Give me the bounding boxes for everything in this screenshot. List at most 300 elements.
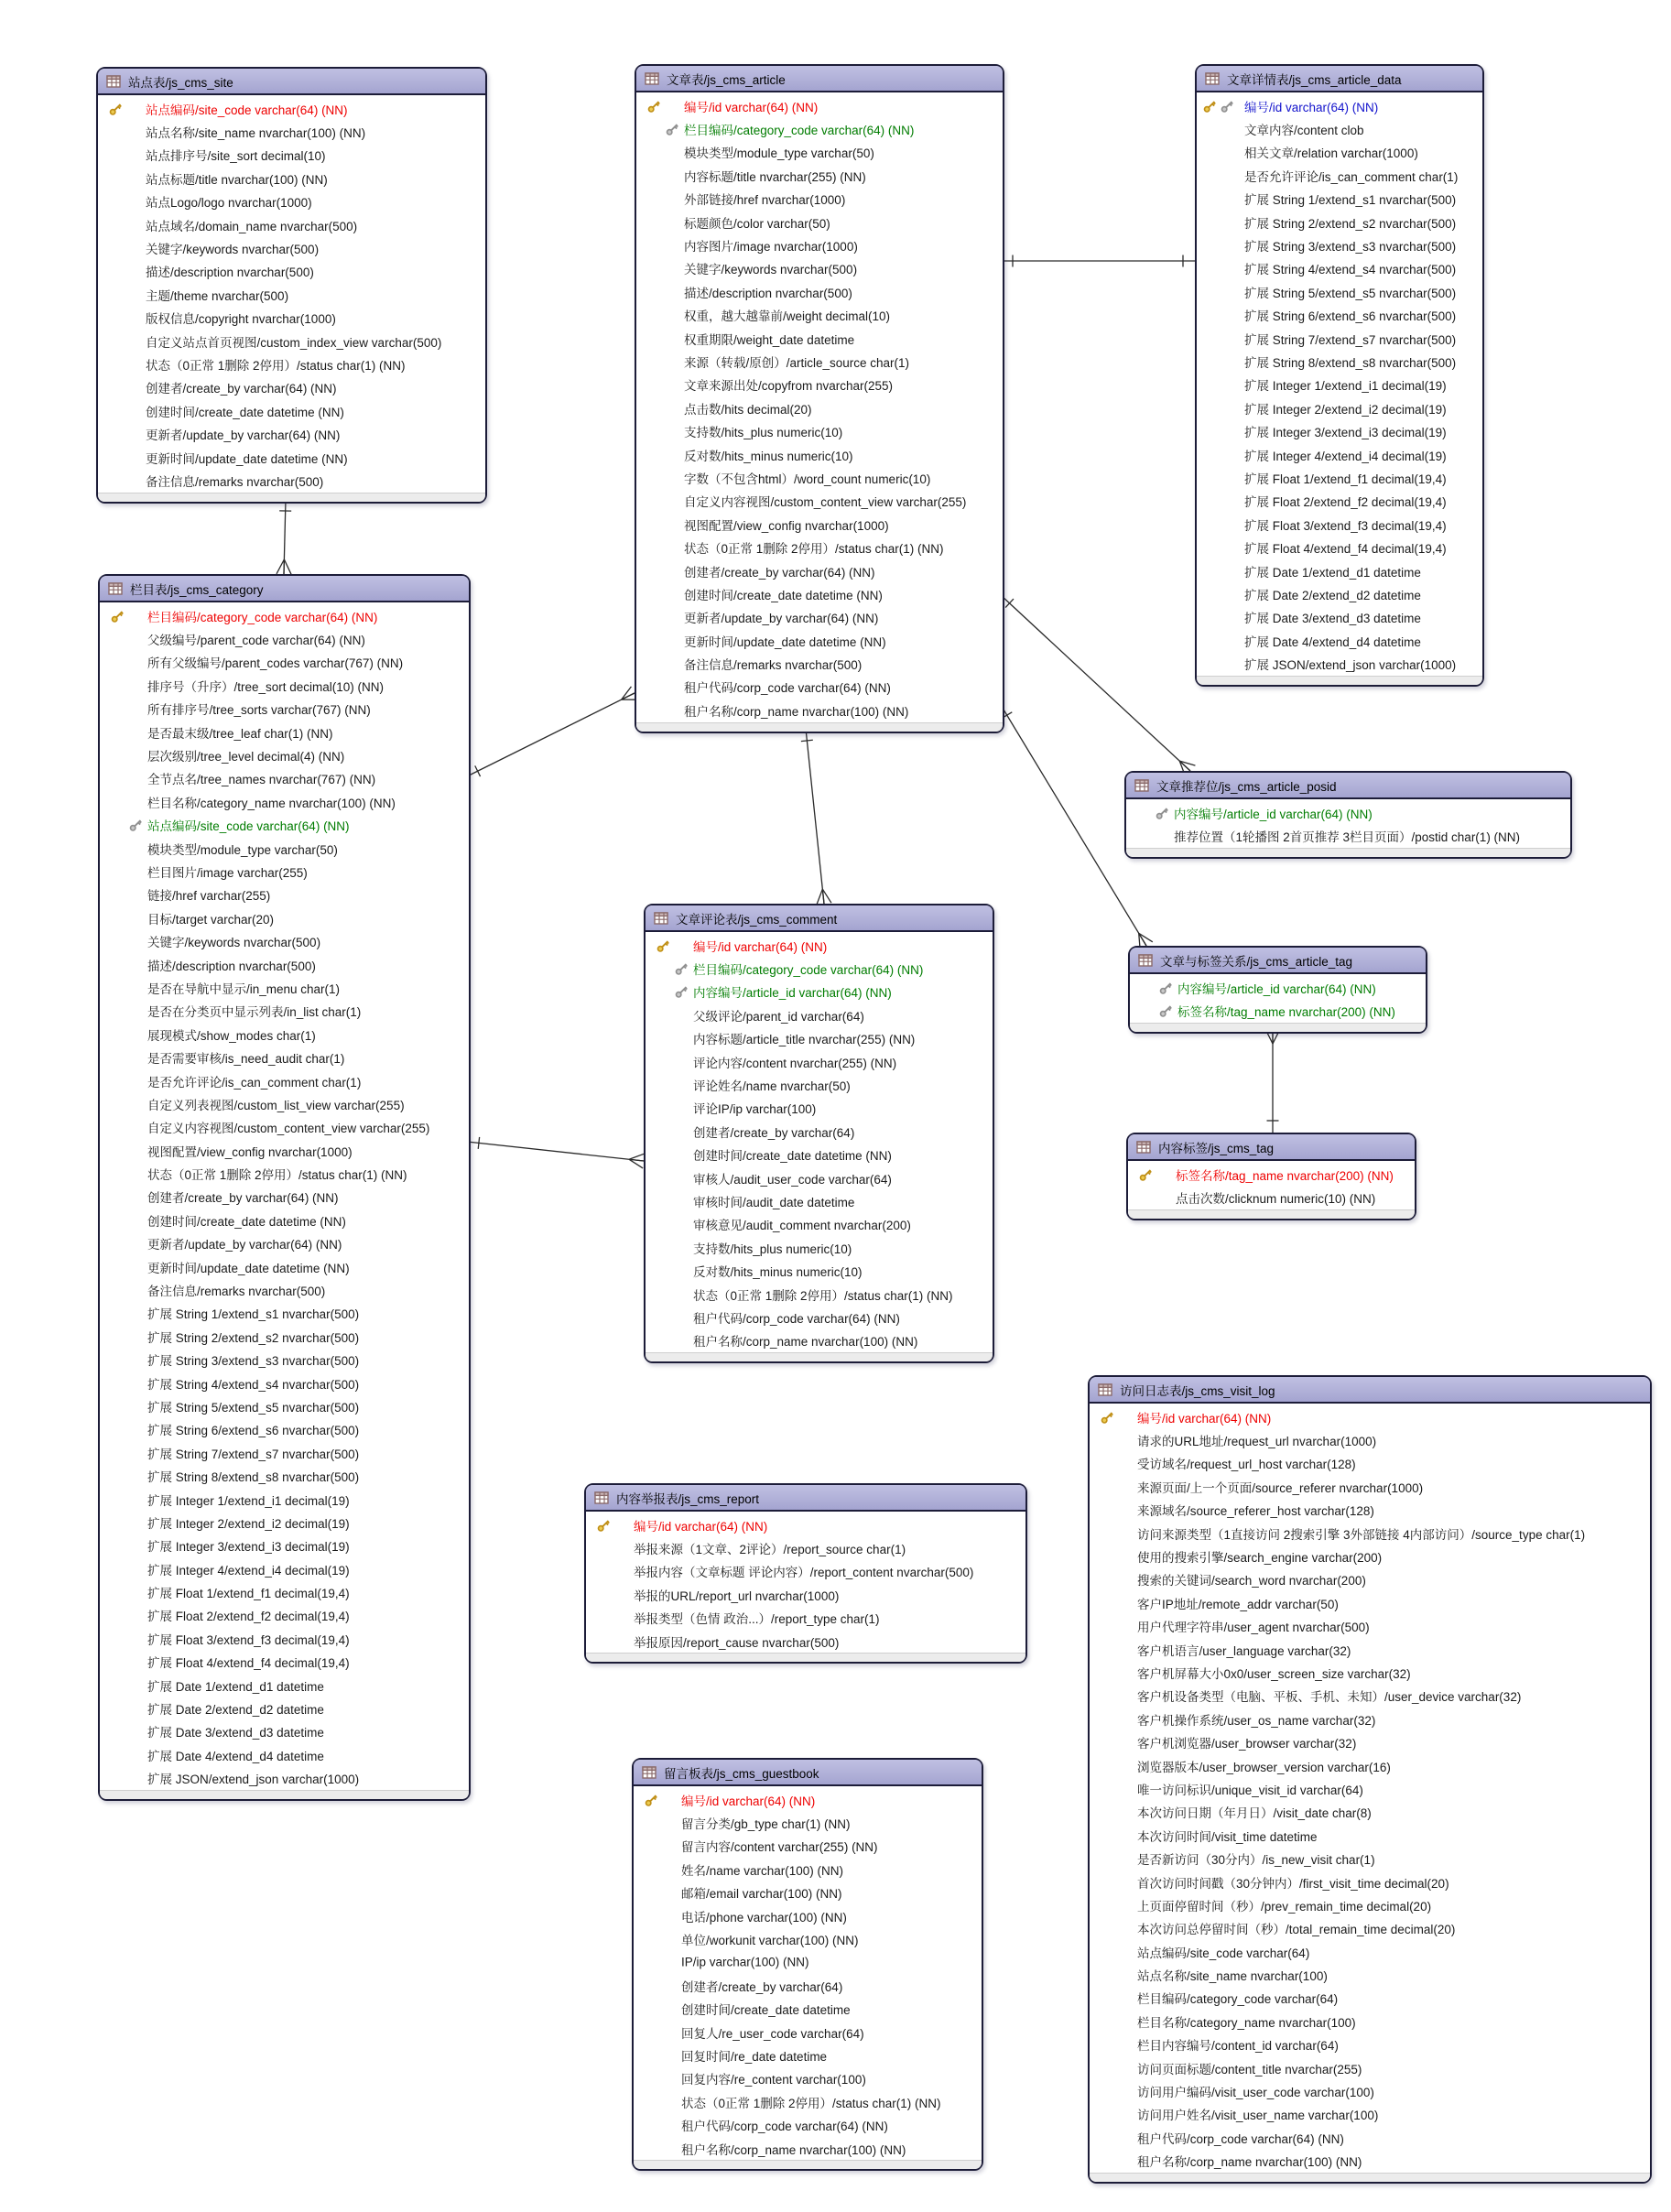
field-label: 扩展 Date 2/extend_d2 datetime: [147, 1703, 324, 1718]
field-row: [100, 1557, 469, 1580]
field-row: [100, 1116, 469, 1139]
table-header[interactable]: [636, 66, 1003, 92]
field-label: 访问页面标题/content_title nvarchar(255): [1137, 2062, 1362, 2076]
field-row: [1197, 582, 1482, 605]
field-label: 扩展 Date 3/extend_d3 datetime: [147, 1726, 324, 1740]
primary-key-icon: [108, 101, 124, 116]
field-row: [1090, 1917, 1650, 1940]
field-row: [1090, 1777, 1650, 1800]
field-label: 版权信息/copyright nvarchar(1000): [146, 312, 336, 327]
table-footer-strip: [634, 2160, 982, 2169]
primary-key-icon: [1100, 1409, 1115, 1425]
field-row: [634, 1881, 982, 1904]
field-row: [634, 1858, 982, 1881]
field-row: [636, 257, 1003, 280]
field-row: [586, 1607, 1025, 1630]
field-row: [1090, 1870, 1650, 1893]
table-field-list: [1126, 799, 1570, 848]
table-footer-strip: [646, 1352, 993, 1361]
field-row: [100, 1488, 469, 1511]
table-field-list: [100, 602, 469, 1790]
table-footer-strip: [1130, 1023, 1426, 1032]
table-footer-strip: [98, 493, 485, 502]
table-icon: [106, 75, 121, 88]
table-title: 栏目表/js_cms_category: [130, 582, 264, 597]
field-label: 描述/description nvarchar(500): [147, 959, 316, 973]
field-row: [1090, 1987, 1650, 2010]
field-label: 更新者/update_by varchar(64) (NN): [684, 612, 879, 626]
table-footer-strip: [1128, 1209, 1415, 1219]
field-row: [1197, 652, 1482, 675]
field-row: [100, 604, 469, 627]
field-row: [100, 1674, 469, 1697]
field-label: 举报来源（1文章、2评论）/report_source char(1): [634, 1543, 906, 1557]
field-label: 回复内容/re_content varchar(100): [681, 2073, 866, 2087]
field-row: [100, 627, 469, 650]
field-label: 标签名称/tag_name nvarchar(200) (NN): [1177, 1005, 1395, 1020]
field-label: 状态（0正常 1删除 2停用）/status char(1) (NN): [693, 1288, 953, 1303]
field-label: 客户机屏幕大小0x0/user_screen_size varchar(32): [1137, 1666, 1411, 1681]
field-row: [634, 1951, 982, 1974]
field-label: 是否允许评论/is_can_comment char(1): [147, 1075, 362, 1090]
table-js_cms_article[interactable]: [635, 64, 1004, 733]
table-js_cms_report[interactable]: [584, 1483, 1027, 1664]
field-row: [100, 1767, 469, 1790]
table-header[interactable]: [98, 69, 485, 95]
table-header[interactable]: [1090, 1377, 1650, 1404]
field-label: 状态（0正常 1删除 2停用）/status char(1) (NN): [684, 542, 944, 557]
table-icon: [594, 1491, 609, 1504]
field-label: 栏目编码/category_code varchar(64) (NN): [693, 963, 924, 978]
field-label: 更新时间/update_date datetime (NN): [147, 1261, 350, 1275]
field-label: 站点域名/domain_name nvarchar(500): [146, 219, 358, 233]
table-title: 文章表/js_cms_article: [667, 72, 786, 87]
foreign-key-icon: [1158, 980, 1174, 995]
foreign-key-icon: [665, 122, 680, 137]
field-label: 受访域名/request_url_host varchar(128): [1137, 1458, 1356, 1472]
field-row: [100, 1209, 469, 1231]
field-label: 父级评论/parent_id varchar(64): [693, 1009, 864, 1024]
field-label: 扩展 Float 4/extend_f4 decimal(19,4): [147, 1656, 350, 1671]
field-label: 举报的URL/report_url nvarchar(1000): [634, 1589, 840, 1603]
field-row: [646, 957, 993, 980]
field-label: 唯一访问标识/unique_visit_id varchar(64): [1137, 1783, 1363, 1797]
field-row: [98, 422, 485, 445]
table-field-list: [636, 92, 1003, 722]
field-row: [1090, 1893, 1650, 1916]
field-label: 站点标题/title nvarchar(100) (NN): [146, 172, 328, 187]
field-label: 扩展 Integer 2/extend_i2 decimal(19): [147, 1516, 350, 1531]
table-header[interactable]: [646, 905, 993, 932]
field-label: 扩展 String 2/extend_s2 nvarchar(500): [147, 1330, 360, 1345]
field-label: 审核意见/audit_comment nvarchar(200): [693, 1219, 911, 1233]
field-label: 扩展 String 4/extend_s4 nvarchar(500): [1244, 263, 1457, 277]
field-row: [634, 2067, 982, 2090]
field-label: 是否在导航中显示/in_menu char(1): [147, 981, 341, 996]
field-label: 扩展 String 1/extend_s1 nvarchar(500): [1244, 193, 1457, 208]
field-row: [586, 1513, 1025, 1536]
field-label: 举报原因/report_cause nvarchar(500): [634, 1635, 840, 1650]
field-row: [1197, 419, 1482, 442]
field-label: 是否允许评论/is_can_comment char(1): [1244, 169, 1459, 184]
table-icon: [645, 72, 659, 85]
field-label: 扩展 Date 1/extend_d1 datetime: [1244, 565, 1421, 580]
field-label: 编号/id varchar(64) (NN): [1137, 1411, 1272, 1426]
table-title: 站点表/js_cms_site: [128, 75, 233, 90]
field-row: [646, 1003, 993, 1026]
table-header[interactable]: [1128, 1134, 1415, 1161]
field-label: 扩展 Float 1/extend_f1 decimal(19,4): [1244, 472, 1447, 486]
field-row: [100, 1162, 469, 1185]
field-row: [636, 164, 1003, 187]
field-label: 外部链接/href nvarchar(1000): [684, 193, 846, 208]
field-label: 编号/id varchar(64) (NN): [634, 1519, 768, 1534]
foreign-key-icon: [1155, 805, 1170, 820]
field-row: [98, 399, 485, 422]
field-label: 反对数/hits_minus numeric(10): [693, 1265, 863, 1280]
field-label: 描述/description nvarchar(500): [146, 266, 314, 280]
table-field-list: [1197, 92, 1482, 676]
field-row: [1090, 2056, 1650, 2079]
table-field-list: [634, 1786, 982, 2160]
field-row: [634, 1927, 982, 1950]
field-label: 全节点名/tree_names nvarchar(767) (NN): [147, 773, 376, 787]
field-label: 关键字/keywords nvarchar(500): [684, 263, 858, 277]
field-row: [100, 1511, 469, 1534]
table-header[interactable]: [1130, 948, 1426, 974]
field-row: [1090, 1591, 1650, 1614]
field-label: 客户机设备类型（电脑、平板、手机、未知）/user_device varchar(32): [1137, 1690, 1522, 1705]
field-label: 扩展 String 4/extend_s4 nvarchar(500): [147, 1377, 360, 1392]
field-label: 状态（0正常 1删除 2停用）/status char(1) (NN): [147, 1168, 407, 1183]
field-row: [634, 1835, 982, 1858]
field-row: [1090, 1638, 1650, 1661]
table-title: 留言板表/js_cms_guestbook: [664, 1766, 819, 1781]
primary-key-icon: [1202, 98, 1218, 114]
field-row: [634, 1811, 982, 1834]
field-row: [1090, 1801, 1650, 1824]
table-js_cms_article_tag[interactable]: [1128, 946, 1427, 1034]
table-icon: [1134, 779, 1149, 792]
field-row: [1197, 536, 1482, 558]
field-label: 姓名/name varchar(100) (NN): [681, 1863, 844, 1878]
field-label: 扩展 Integer 2/extend_i2 decimal(19): [1244, 402, 1447, 417]
field-label: 站点编码/site_code varchar(64) (NN): [147, 819, 350, 834]
foreign-key-icon: [1220, 98, 1235, 114]
field-row: [98, 167, 485, 190]
field-label: 创建者/create_by varchar(64): [693, 1125, 855, 1140]
field-row: [100, 674, 469, 697]
field-row: [636, 606, 1003, 629]
field-row: [1090, 2126, 1650, 2149]
field-row: [100, 1349, 469, 1372]
table-title: 内容标签/js_cms_tag: [1158, 1141, 1275, 1155]
field-row: [98, 469, 485, 492]
field-row: [100, 814, 469, 837]
field-row: [1090, 1940, 1650, 1963]
field-row: [100, 929, 469, 952]
field-label: 权重期限/weight_date datetime: [684, 332, 855, 347]
field-row: [634, 2021, 982, 2044]
field-label: 父级编号/parent_code varchar(64) (NN): [147, 634, 365, 648]
field-row: [100, 1743, 469, 1766]
field-row: [634, 1998, 982, 2021]
field-row: [1090, 1545, 1650, 1567]
field-label: 所有父级编号/parent_codes varchar(767) (NN): [147, 656, 404, 671]
field-label: IP/ip varchar(100) (NN): [681, 1955, 809, 1969]
field-row: [1126, 801, 1570, 824]
relationship-line: [478, 1137, 479, 1149]
field-row: [1197, 396, 1482, 419]
field-row: [646, 1329, 993, 1352]
table-title: 文章评论表/js_cms_comment: [676, 912, 838, 927]
table-title: 文章详情表/js_cms_article_data: [1227, 72, 1402, 87]
field-row: [100, 1418, 469, 1441]
field-label: 租户名称/corp_name nvarchar(100) (NN): [681, 2142, 906, 2157]
field-row: [100, 743, 469, 766]
field-row: [1130, 976, 1426, 999]
field-label: 扩展 Integer 3/extend_i3 decimal(19): [1244, 426, 1447, 440]
field-row: [1090, 2103, 1650, 2126]
field-row: [1090, 1568, 1650, 1591]
table-footer-strip: [1197, 676, 1482, 685]
field-row: [1090, 1730, 1650, 1753]
field-row: [1197, 304, 1482, 327]
field-row: [1197, 327, 1482, 350]
field-label: 扩展 String 8/extend_s8 nvarchar(500): [147, 1470, 360, 1485]
relationship-line: [284, 559, 291, 574]
field-row: [98, 376, 485, 399]
field-label: 自定义站点首页视图/custom_index_view varchar(500): [146, 335, 442, 350]
field-label: 主题/theme nvarchar(500): [146, 288, 289, 303]
field-row: [98, 307, 485, 330]
field-label: 请求的URL地址/request_url nvarchar(1000): [1137, 1435, 1377, 1449]
table-js_cms_article_data[interactable]: [1195, 64, 1484, 687]
field-label: 扩展 String 5/extend_s5 nvarchar(500): [1244, 286, 1457, 300]
field-row: [634, 1788, 982, 1811]
primary-key-icon: [1138, 1166, 1154, 1182]
field-label: 客户机语言/user_language varchar(32): [1137, 1643, 1351, 1658]
field-label: 站点名称/site_name nvarchar(100): [1137, 1969, 1328, 1984]
field-row: [646, 1050, 993, 1073]
field-row: [98, 446, 485, 469]
field-label: 更新时间/update_date datetime (NN): [684, 634, 886, 649]
field-row: [98, 97, 485, 120]
field-label: 层次级别/tree_level decimal(4) (NN): [147, 750, 345, 764]
field-label: 点击数/hits decimal(20): [684, 402, 812, 417]
field-label: 扩展 Float 4/extend_f4 decimal(19,4): [1244, 542, 1447, 557]
field-row: [1197, 606, 1482, 629]
field-row: [98, 283, 485, 306]
field-label: 栏目图片/image varchar(255): [147, 865, 308, 880]
field-row: [646, 1306, 993, 1328]
field-row: [636, 396, 1003, 419]
field-row: [100, 906, 469, 929]
field-label: 扩展 Integer 1/extend_i1 decimal(19): [147, 1493, 350, 1508]
field-label: 搜索的关键词/search_word nvarchar(200): [1137, 1574, 1366, 1589]
field-label: 租户代码/corp_code varchar(64) (NN): [684, 681, 891, 696]
table-header[interactable]: [586, 1485, 1025, 1512]
table-icon: [642, 1766, 656, 1779]
field-label: 内容编号/article_id varchar(64) (NN): [693, 986, 892, 1001]
field-label: 访问用户姓名/visit_user_name varchar(100): [1137, 2109, 1379, 2123]
field-row: [100, 651, 469, 674]
field-label: 来源（转载/原创）/article_source char(1): [684, 355, 910, 370]
field-label: 站点名称/site_name nvarchar(100) (NN): [146, 126, 366, 141]
field-label: 扩展 String 5/extend_s5 nvarchar(500): [147, 1400, 360, 1415]
field-row: [636, 513, 1003, 536]
relationship-line: [629, 1154, 645, 1159]
field-row: [586, 1583, 1025, 1606]
foreign-key-icon: [674, 984, 689, 1000]
field-label: 内容图片/image nvarchar(1000): [684, 240, 858, 255]
field-row: [100, 1394, 469, 1417]
field-label: 模块类型/module_type varchar(50): [684, 146, 874, 161]
field-row: [1090, 1847, 1650, 1870]
field-row: [100, 698, 469, 721]
table-js_cms_comment[interactable]: [644, 904, 994, 1363]
field-row: [1090, 1452, 1650, 1475]
field-label: 留言内容/content varchar(255) (NN): [681, 1840, 878, 1855]
field-label: 扩展 Date 1/extend_d1 datetime: [147, 1679, 324, 1694]
field-label: 来源页面/上一个页面/source_referer nvarchar(1000): [1137, 1480, 1424, 1495]
field-row: [1197, 559, 1482, 582]
table-header[interactable]: [100, 576, 469, 602]
field-label: 租户名称/corp_name nvarchar(100) (NN): [693, 1335, 918, 1350]
field-row: [1197, 211, 1482, 233]
field-label: 租户代码/corp_code varchar(64) (NN): [693, 1311, 900, 1326]
table-header[interactable]: [1197, 66, 1482, 92]
relationship-line: [467, 693, 635, 776]
field-row: [1126, 824, 1570, 847]
field-row: [100, 860, 469, 883]
field-row: [100, 1697, 469, 1719]
field-label: 支持数/hits_plus numeric(10): [693, 1242, 852, 1256]
field-row: [1090, 1685, 1650, 1708]
field-row: [100, 837, 469, 860]
field-label: 扩展 String 3/extend_s3 nvarchar(500): [1244, 240, 1457, 255]
field-label: 留言分类/gb_type char(1) (NN): [681, 1817, 851, 1832]
field-row: [636, 559, 1003, 582]
field-label: 本次访问日期（年月日）/visit_date char(8): [1137, 1806, 1372, 1821]
field-label: 标签名称/tag_name nvarchar(200) (NN): [1176, 1168, 1394, 1183]
field-row: [636, 676, 1003, 699]
primary-key-icon: [596, 1517, 612, 1533]
field-label: 创建时间/create_date datetime: [681, 2003, 851, 2018]
field-row: [100, 1278, 469, 1301]
table-header[interactable]: [1126, 773, 1570, 799]
field-label: 单位/workunit varchar(100) (NN): [681, 1934, 859, 1948]
field-row: [636, 652, 1003, 675]
field-label: 权重，越大越靠前/weight decimal(10): [684, 309, 891, 324]
field-label: 是否在分类页中显示列表/in_list char(1): [147, 1005, 362, 1020]
field-row: [636, 117, 1003, 140]
field-row: [1090, 2010, 1650, 2033]
field-row: [636, 699, 1003, 721]
field-label: 描述/description nvarchar(500): [684, 286, 852, 300]
field-label: 备注信息/remarks nvarchar(500): [147, 1285, 326, 1299]
field-row: [100, 1720, 469, 1743]
field-label: 扩展 Integer 4/extend_i4 decimal(19): [147, 1563, 350, 1578]
field-row: [1090, 1963, 1650, 1986]
field-label: 租户名称/corp_name nvarchar(100) (NN): [1137, 2155, 1362, 2170]
field-row: [1130, 999, 1426, 1022]
field-row: [646, 1144, 993, 1166]
field-row: [100, 1372, 469, 1394]
table-icon: [654, 912, 668, 925]
field-label: 相关文章/relation varchar(1000): [1244, 146, 1418, 161]
field-label: 客户机操作系统/user_os_name varchar(32): [1137, 1713, 1376, 1728]
table-icon: [1138, 954, 1153, 967]
field-label: 编号/id varchar(64) (NN): [684, 100, 819, 114]
field-label: 回复时间/re_date datetime: [681, 2049, 828, 2064]
primary-key-icon: [644, 1792, 659, 1807]
field-row: [100, 1325, 469, 1348]
field-label: 客户IP地址/remote_addr varchar(50): [1137, 1597, 1339, 1611]
field-label: 扩展 Integer 4/extend_i4 decimal(19): [1244, 449, 1447, 463]
field-row: [1090, 2150, 1650, 2173]
field-row: [100, 976, 469, 999]
table-field-list: [646, 932, 993, 1352]
field-label: 扩展 String 1/extend_s1 nvarchar(500): [147, 1307, 360, 1322]
primary-key-icon: [110, 608, 125, 623]
field-label: 栏目编码/category_code varchar(64): [1137, 1992, 1339, 2007]
field-label: 扩展 Float 2/extend_f2 decimal(19,4): [147, 1610, 350, 1624]
field-label: 展现模式/show_modes char(1): [147, 1028, 316, 1043]
table-header[interactable]: [634, 1760, 982, 1786]
field-label: 站点编码/site_code varchar(64): [1137, 1946, 1310, 1960]
field-label: 栏目编码/category_code varchar(64) (NN): [147, 610, 378, 624]
table-js_cms_tag[interactable]: [1126, 1133, 1416, 1220]
field-label: 客户机浏览器/user_browser varchar(32): [1137, 1737, 1357, 1751]
field-row: [1197, 513, 1482, 536]
field-row: [100, 1651, 469, 1674]
field-label: 视图配置/view_config nvarchar(1000): [147, 1144, 353, 1159]
field-row: [1090, 1615, 1650, 1638]
table-js_cms_category[interactable]: [98, 574, 471, 1801]
table-js_cms_site[interactable]: [96, 67, 487, 504]
foreign-key-icon: [674, 961, 689, 977]
field-row: [586, 1630, 1025, 1653]
table-js_cms_article_posid[interactable]: [1124, 771, 1572, 859]
table-js_cms_visit_log[interactable]: [1088, 1375, 1652, 2184]
field-label: 字数（不包含html）/word_count numeric(10): [684, 472, 931, 486]
field-row: [98, 260, 485, 283]
field-row: [634, 2113, 982, 2136]
table-footer-strip: [586, 1653, 1025, 1662]
field-label: 评论IP/ip varchar(100): [693, 1102, 817, 1117]
field-row: [636, 327, 1003, 350]
field-label: 状态（0正常 1删除 2停用）/status char(1) (NN): [146, 358, 406, 373]
field-row: [100, 953, 469, 976]
field-label: 扩展 String 6/extend_s6 nvarchar(500): [1244, 309, 1457, 324]
relationship-line: [467, 1142, 644, 1161]
field-label: 租户名称/corp_name nvarchar(100) (NN): [684, 704, 909, 719]
field-label: 文章来源出处/copyfrom nvarchar(255): [684, 379, 894, 394]
table-title: 内容举报表/js_cms_report: [616, 1491, 760, 1506]
field-label: 所有排序号/tree_sorts varchar(767) (NN): [147, 703, 371, 718]
field-row: [100, 1627, 469, 1650]
field-label: 评论姓名/name nvarchar(50): [693, 1079, 851, 1094]
field-row: [1197, 466, 1482, 489]
table-js_cms_guestbook[interactable]: [632, 1758, 983, 2171]
field-label: 关键字/keywords nvarchar(500): [146, 243, 320, 257]
field-row: [1197, 141, 1482, 164]
field-label: 栏目内容编号/content_id varchar(64): [1137, 2039, 1339, 2054]
field-label: 内容标题/article_title nvarchar(255) (NN): [693, 1033, 916, 1047]
field-row: [98, 120, 485, 143]
field-row: [98, 352, 485, 375]
